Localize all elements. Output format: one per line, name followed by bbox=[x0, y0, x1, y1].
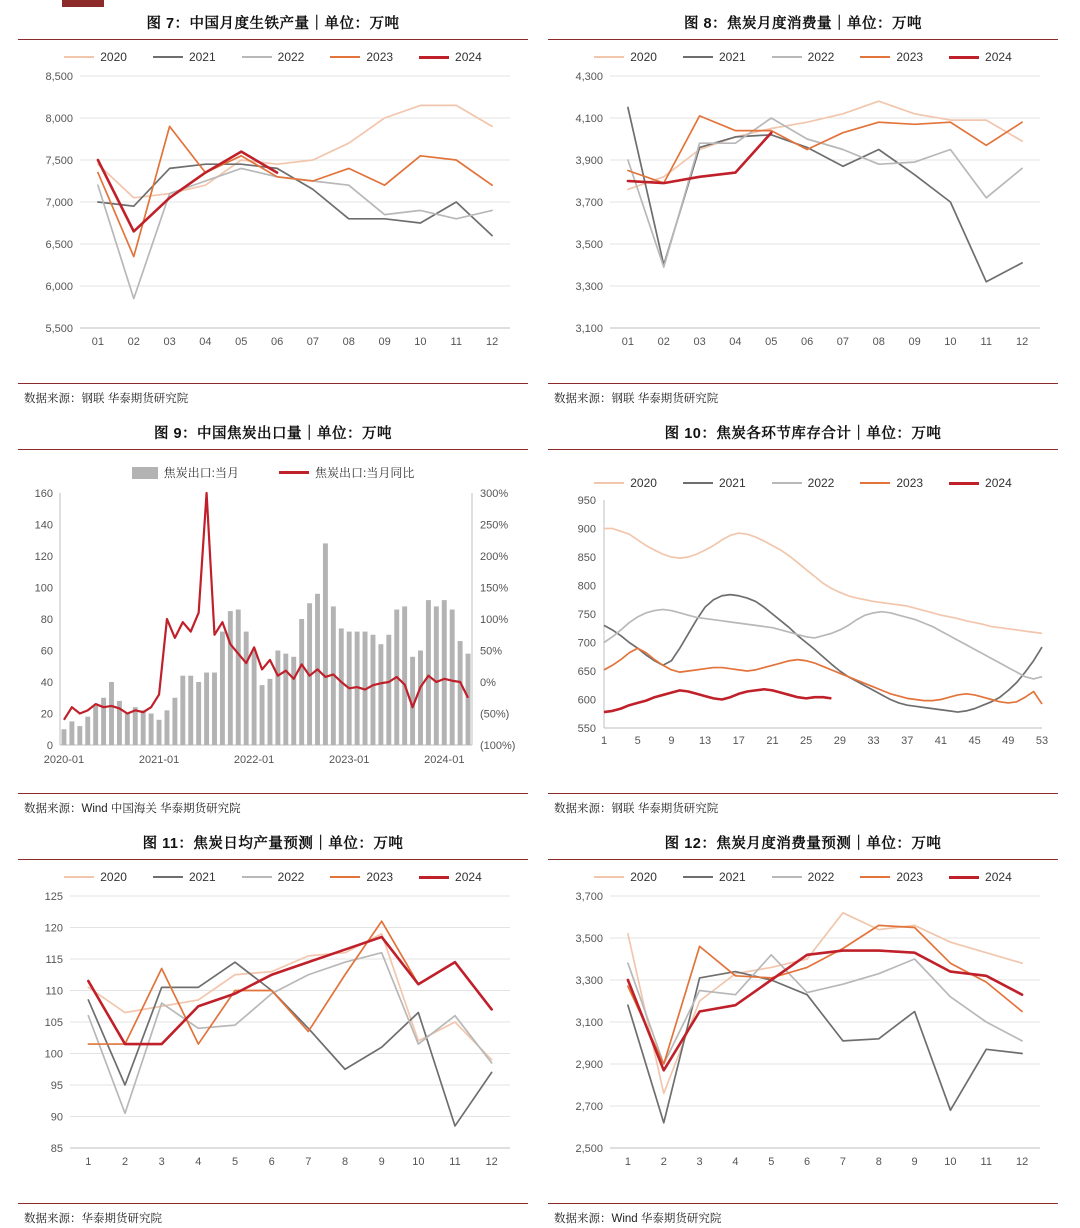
svg-text:115: 115 bbox=[45, 954, 63, 966]
svg-text:2021-01: 2021-01 bbox=[138, 754, 180, 766]
legend-item-2023 bbox=[330, 50, 393, 64]
svg-text:09: 09 bbox=[378, 336, 391, 348]
legend-label: 2020 bbox=[630, 476, 657, 490]
legend-label: 2022 bbox=[807, 476, 835, 490]
legend-label: 2024 bbox=[985, 870, 1012, 884]
legend-item-2024 bbox=[949, 870, 1012, 884]
legend-item-2024 bbox=[419, 870, 482, 884]
legend-item-export-yoy bbox=[279, 464, 414, 481]
legend-label: 2021 bbox=[718, 476, 746, 490]
svg-text:08: 08 bbox=[872, 336, 885, 348]
legend-fig12 bbox=[548, 860, 1058, 886]
svg-text:37: 37 bbox=[901, 735, 914, 747]
svg-text:4: 4 bbox=[195, 1156, 202, 1168]
legend-label: 2022 bbox=[277, 50, 305, 64]
svg-text:9: 9 bbox=[668, 735, 675, 747]
legend-item-2023 bbox=[330, 870, 393, 884]
svg-text:13: 13 bbox=[698, 735, 712, 747]
svg-text:120: 120 bbox=[34, 551, 53, 563]
svg-text:100: 100 bbox=[44, 1048, 63, 1061]
svg-text:2023-01: 2023-01 bbox=[329, 754, 370, 766]
source-fig9: 数据来源：Wind 中国海关 华泰期货研究院 bbox=[18, 793, 528, 816]
svg-text:3,300: 3,300 bbox=[575, 975, 603, 987]
svg-text:41: 41 bbox=[934, 735, 948, 747]
svg-text:50%: 50% bbox=[480, 645, 503, 658]
svg-text:2022-01: 2022-01 bbox=[233, 754, 275, 766]
svg-text:3: 3 bbox=[158, 1156, 165, 1168]
chart-fig10 bbox=[548, 492, 1058, 756]
svg-text:250%: 250% bbox=[480, 519, 509, 532]
legend-label: 2024 bbox=[455, 870, 482, 884]
svg-text:10: 10 bbox=[414, 336, 427, 348]
svg-text:05: 05 bbox=[235, 336, 248, 348]
svg-text:850: 850 bbox=[577, 552, 596, 564]
svg-text:8: 8 bbox=[341, 1156, 349, 1168]
legend-item-2022 bbox=[772, 870, 835, 884]
panel-fig7 bbox=[18, 8, 528, 408]
svg-text:20: 20 bbox=[40, 708, 53, 721]
legend-item-2020 bbox=[64, 50, 127, 64]
svg-text:40: 40 bbox=[40, 677, 53, 689]
svg-text:1: 1 bbox=[600, 735, 608, 747]
svg-text:5: 5 bbox=[768, 1156, 775, 1168]
svg-text:600: 600 bbox=[577, 694, 596, 707]
svg-text:4,100: 4,100 bbox=[575, 113, 603, 125]
svg-text:1: 1 bbox=[85, 1156, 92, 1168]
legend-label: 2020 bbox=[100, 870, 127, 884]
svg-text:60: 60 bbox=[40, 645, 53, 658]
legend-item-2020 bbox=[594, 476, 657, 490]
svg-text:8,500: 8,500 bbox=[45, 71, 73, 83]
source-fig7: 数据来源：钢联 华泰期货研究院 bbox=[18, 383, 528, 406]
legend-item-2020 bbox=[594, 50, 657, 64]
svg-text:9: 9 bbox=[911, 1156, 918, 1168]
svg-text:6: 6 bbox=[268, 1156, 275, 1168]
svg-text:300%: 300% bbox=[480, 488, 509, 500]
svg-text:03: 03 bbox=[163, 336, 176, 348]
svg-text:0%: 0% bbox=[480, 677, 496, 689]
legend-label: 焦炭出口:当月 bbox=[163, 466, 239, 480]
svg-text:6: 6 bbox=[804, 1156, 811, 1168]
svg-text:200%: 200% bbox=[480, 551, 509, 563]
legend-label: 2022 bbox=[277, 870, 305, 884]
chart-fig11 bbox=[18, 886, 528, 1178]
svg-text:07: 07 bbox=[836, 336, 850, 348]
svg-text:7: 7 bbox=[839, 1156, 846, 1168]
legend-label: 2023 bbox=[366, 50, 394, 64]
legend-item-2022 bbox=[772, 476, 835, 490]
svg-text:650: 650 bbox=[577, 666, 596, 678]
legend-item-2024 bbox=[949, 476, 1012, 490]
svg-text:53: 53 bbox=[1035, 735, 1049, 747]
legend-label: 2024 bbox=[985, 476, 1012, 490]
svg-text:01: 01 bbox=[621, 336, 635, 348]
panel-fig10 bbox=[548, 418, 1058, 818]
legend-item-2021 bbox=[153, 870, 216, 884]
legend-item-2023 bbox=[860, 50, 923, 64]
svg-text:100: 100 bbox=[34, 582, 53, 595]
svg-text:80: 80 bbox=[40, 614, 53, 626]
legend-label: 2020 bbox=[630, 50, 657, 64]
svg-text:5: 5 bbox=[634, 735, 641, 747]
legend-fig8 bbox=[548, 40, 1058, 66]
svg-text:2020-01: 2020-01 bbox=[43, 754, 85, 766]
panel-title-fig11: 图 11：焦炭日均产量预测｜单位：万吨 bbox=[18, 828, 528, 860]
svg-text:2: 2 bbox=[121, 1156, 129, 1168]
legend-item-export-month bbox=[132, 464, 239, 481]
panel-fig8 bbox=[548, 8, 1058, 408]
legend-fig9 bbox=[18, 450, 528, 483]
svg-text:11: 11 bbox=[980, 336, 992, 348]
svg-text:85: 85 bbox=[50, 1143, 63, 1155]
svg-text:1: 1 bbox=[624, 1156, 631, 1168]
legend-item-2020 bbox=[594, 870, 657, 884]
svg-text:2024-01: 2024-01 bbox=[424, 754, 465, 766]
legend-item-2022 bbox=[242, 50, 305, 64]
legend-label: 2023 bbox=[896, 870, 924, 884]
source-fig12: 数据来源：Wind 华泰期货研究院 bbox=[548, 1203, 1058, 1226]
legend-item-2024 bbox=[419, 50, 482, 64]
legend-label: 2023 bbox=[366, 870, 394, 884]
svg-text:3,100: 3,100 bbox=[575, 1017, 603, 1029]
page-top-accent-bar bbox=[62, 0, 104, 7]
svg-text:100%: 100% bbox=[480, 614, 509, 626]
svg-text:09: 09 bbox=[908, 336, 921, 348]
svg-text:11: 11 bbox=[450, 336, 462, 348]
svg-text:120: 120 bbox=[44, 922, 63, 935]
legend-label: 2020 bbox=[630, 870, 657, 884]
chart-fig7 bbox=[18, 66, 528, 358]
panel-title-fig8: 图 8：焦炭月度消费量｜单位：万吨 bbox=[548, 8, 1058, 40]
chart-fig8 bbox=[548, 66, 1058, 358]
svg-text:08: 08 bbox=[342, 336, 355, 348]
panel-fig12 bbox=[548, 828, 1058, 1228]
svg-text:90: 90 bbox=[50, 1111, 63, 1124]
chart-fig12 bbox=[548, 886, 1058, 1178]
svg-text:04: 04 bbox=[199, 336, 212, 348]
svg-text:160: 160 bbox=[34, 488, 53, 500]
svg-text:11: 11 bbox=[449, 1156, 461, 1168]
svg-text:125: 125 bbox=[44, 891, 63, 903]
panel-title-fig12: 图 12：焦炭月度消费量预测｜单位：万吨 bbox=[548, 828, 1058, 860]
svg-text:550: 550 bbox=[577, 723, 596, 735]
svg-text:95: 95 bbox=[50, 1080, 63, 1092]
panel-fig9 bbox=[18, 418, 528, 818]
svg-text:25: 25 bbox=[800, 735, 813, 747]
legend-item-2024 bbox=[949, 50, 1012, 64]
svg-text:12: 12 bbox=[1015, 336, 1029, 348]
svg-text:7,000: 7,000 bbox=[45, 197, 73, 209]
svg-text:0: 0 bbox=[46, 740, 53, 752]
svg-text:3,100: 3,100 bbox=[575, 323, 603, 335]
panel-title-fig10: 图 10：焦炭各环节库存合计｜单位：万吨 bbox=[548, 418, 1058, 450]
svg-text:03: 03 bbox=[693, 336, 706, 348]
legend-label: 2021 bbox=[718, 50, 746, 64]
legend-fig10 bbox=[548, 450, 1058, 492]
legend-label: 2022 bbox=[807, 50, 835, 64]
legend-label: 2020 bbox=[100, 50, 127, 64]
svg-text:8: 8 bbox=[875, 1156, 882, 1168]
svg-text:2,900: 2,900 bbox=[575, 1059, 603, 1071]
svg-text:10: 10 bbox=[412, 1156, 425, 1168]
panel-title-fig9: 图 9：中国焦炭出口量｜单位：万吨 bbox=[18, 418, 528, 450]
svg-text:06: 06 bbox=[800, 336, 814, 348]
svg-text:49: 49 bbox=[1002, 735, 1015, 747]
svg-text:4,300: 4,300 bbox=[575, 71, 603, 83]
legend-item-2021 bbox=[153, 50, 216, 64]
svg-text:(50%): (50%) bbox=[480, 708, 510, 721]
svg-text:07: 07 bbox=[306, 336, 320, 348]
svg-text:9: 9 bbox=[378, 1156, 385, 1168]
svg-text:02: 02 bbox=[127, 336, 140, 348]
svg-text:3,300: 3,300 bbox=[575, 281, 603, 293]
panel-fig11 bbox=[18, 828, 528, 1228]
svg-text:110: 110 bbox=[45, 985, 63, 998]
svg-text:29: 29 bbox=[833, 735, 846, 747]
svg-text:6,000: 6,000 bbox=[45, 281, 73, 293]
svg-text:01: 01 bbox=[91, 336, 105, 348]
legend-item-2023 bbox=[860, 870, 923, 884]
svg-text:3,700: 3,700 bbox=[575, 891, 603, 903]
svg-text:750: 750 bbox=[577, 609, 596, 621]
legend-fig7 bbox=[18, 40, 528, 66]
svg-text:12: 12 bbox=[485, 336, 499, 348]
source-fig8: 数据来源：钢联 华泰期货研究院 bbox=[548, 383, 1058, 406]
svg-text:04: 04 bbox=[729, 336, 742, 348]
legend-label: 2024 bbox=[985, 50, 1012, 64]
legend-label: 焦炭出口:当月同比 bbox=[315, 466, 415, 480]
svg-text:10: 10 bbox=[944, 1156, 957, 1168]
legend-label: 2022 bbox=[807, 870, 835, 884]
svg-text:900: 900 bbox=[577, 523, 596, 536]
legend-label: 2021 bbox=[188, 50, 216, 64]
legend-item-2023 bbox=[860, 476, 923, 490]
svg-text:(100%): (100%) bbox=[480, 740, 516, 752]
svg-text:3: 3 bbox=[696, 1156, 703, 1168]
svg-text:12: 12 bbox=[1015, 1156, 1029, 1168]
legend-item-2022 bbox=[772, 50, 835, 64]
legend-item-2022 bbox=[242, 870, 305, 884]
legend-item-2021 bbox=[683, 50, 746, 64]
svg-text:11: 11 bbox=[980, 1156, 992, 1168]
source-fig10: 数据来源：钢联 华泰期货研究院 bbox=[548, 793, 1058, 816]
svg-text:5,500: 5,500 bbox=[45, 323, 73, 335]
svg-text:2,700: 2,700 bbox=[575, 1101, 603, 1113]
svg-text:105: 105 bbox=[44, 1017, 63, 1029]
chart-fig9 bbox=[18, 483, 528, 775]
legend-label: 2024 bbox=[455, 50, 482, 64]
svg-text:8,000: 8,000 bbox=[45, 113, 73, 125]
svg-text:7,500: 7,500 bbox=[45, 155, 73, 167]
svg-text:2,500: 2,500 bbox=[575, 1143, 603, 1155]
svg-text:21: 21 bbox=[766, 735, 779, 747]
svg-text:17: 17 bbox=[732, 735, 745, 747]
svg-text:2: 2 bbox=[660, 1156, 667, 1168]
svg-text:6,500: 6,500 bbox=[45, 239, 73, 251]
svg-text:150%: 150% bbox=[480, 582, 509, 595]
svg-text:4: 4 bbox=[732, 1156, 739, 1168]
svg-text:3,500: 3,500 bbox=[575, 239, 603, 251]
legend-item-2020 bbox=[64, 870, 127, 884]
legend-label: 2023 bbox=[896, 50, 924, 64]
panel-title-fig7: 图 7：中国月度生铁产量｜单位：万吨 bbox=[18, 8, 528, 40]
svg-text:05: 05 bbox=[765, 336, 778, 348]
legend-label: 2023 bbox=[896, 476, 924, 490]
svg-text:3,500: 3,500 bbox=[575, 933, 603, 945]
svg-text:7: 7 bbox=[305, 1156, 312, 1168]
legend-label: 2021 bbox=[188, 870, 216, 884]
legend-label: 2021 bbox=[718, 870, 746, 884]
svg-text:3,900: 3,900 bbox=[575, 155, 603, 167]
svg-text:10: 10 bbox=[944, 336, 957, 348]
legend-fig11 bbox=[18, 860, 528, 886]
legend-item-2021 bbox=[683, 476, 746, 490]
svg-text:02: 02 bbox=[657, 336, 670, 348]
svg-text:33: 33 bbox=[867, 735, 880, 747]
source-fig11: 数据来源：华泰期货研究院 bbox=[18, 1203, 528, 1226]
svg-text:12: 12 bbox=[485, 1156, 498, 1168]
svg-text:06: 06 bbox=[270, 336, 284, 348]
svg-text:3,700: 3,700 bbox=[575, 197, 603, 209]
svg-text:700: 700 bbox=[577, 637, 596, 650]
svg-text:950: 950 bbox=[577, 495, 596, 507]
legend-item-2021 bbox=[683, 870, 746, 884]
svg-text:5: 5 bbox=[231, 1156, 239, 1168]
svg-text:800: 800 bbox=[577, 580, 596, 593]
svg-text:140: 140 bbox=[34, 519, 53, 532]
svg-text:45: 45 bbox=[968, 735, 981, 747]
